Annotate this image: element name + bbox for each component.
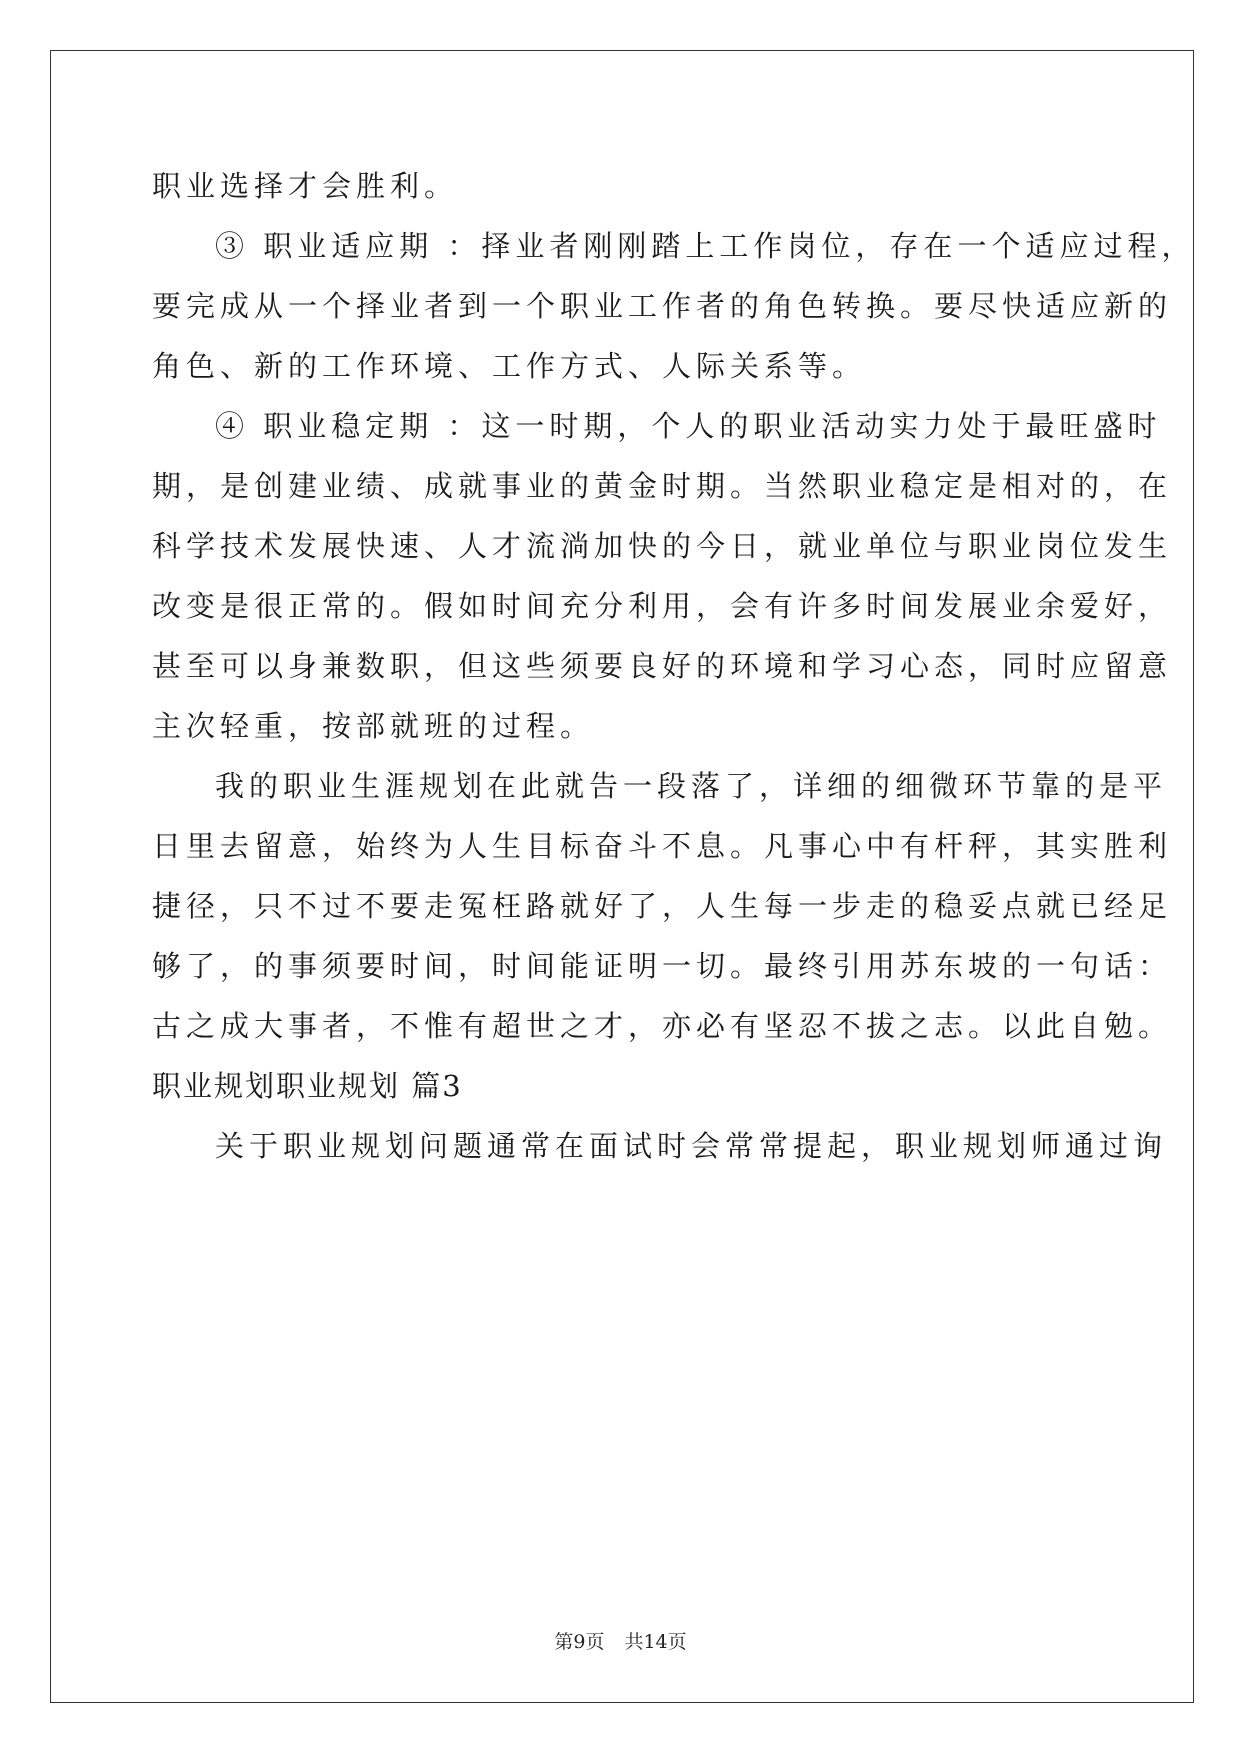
text-line: 改变是很正常的。假如时间充分利用，会有许多时间发展业余爱好，	[152, 589, 1173, 623]
text-line: ④ 职业稳定期 ：这一时期，个人的职业活动实力处于最旺盛时	[215, 409, 1162, 443]
text-line: 主次轻重，按部就班的过程。	[152, 709, 595, 743]
text-line: 要完成从一个择业者到一个职业工作者的角色转换。要尽快适应新的	[152, 289, 1173, 323]
document-body	[152, 156, 1196, 1176]
page-footer	[0, 1627, 1241, 1654]
text-line: 科学技术发展快速、人才流淌加快的今日，就业单位与职业岗位发生	[152, 529, 1173, 563]
text-line: 古之成大事者，不惟有超世之才，亦必有坚忍不拔之志。以此自勉。	[152, 1009, 1173, 1043]
page-number-total: 共14页	[624, 1631, 687, 1653]
text-line: 职业选择才会胜利。	[152, 169, 459, 203]
page-number-current: 第9页	[554, 1631, 605, 1653]
text-line: 角色、新的工作环境、工作方式、人际关系等。	[152, 349, 867, 383]
text-line: ③ 职业适应期 ：择业者刚刚踏上工作岗位，存在一个适应过程，	[215, 229, 1196, 263]
section-heading: 职业规划职业规划 篇3	[152, 1069, 463, 1103]
text-line: 我的职业生涯规划在此就告一段落了，详细的细微环节靠的是平	[215, 769, 1168, 803]
text-line: 甚至可以身兼数职，但这些须要良好的环境和学习心态，同时应留意	[152, 649, 1173, 683]
text-line: 够了，的事须要时间，时间能证明一切。最终引用苏东坡的一句话：	[152, 949, 1173, 983]
text-line: 日里去留意，始终为人生目标奋斗不息。凡事心中有杆秤，其实胜利	[152, 829, 1173, 863]
text-line: 关于职业规划问题通常在面试时会常常提起，职业规划师通过询	[215, 1129, 1168, 1163]
text-line: 捷径，只不过不要走冤枉路就好了，人生每一步走的稳妥点就已经足	[152, 889, 1173, 923]
text-line: 期，是创建业绩、成就事业的黄金时期。当然职业稳定是相对的，在	[152, 469, 1173, 503]
